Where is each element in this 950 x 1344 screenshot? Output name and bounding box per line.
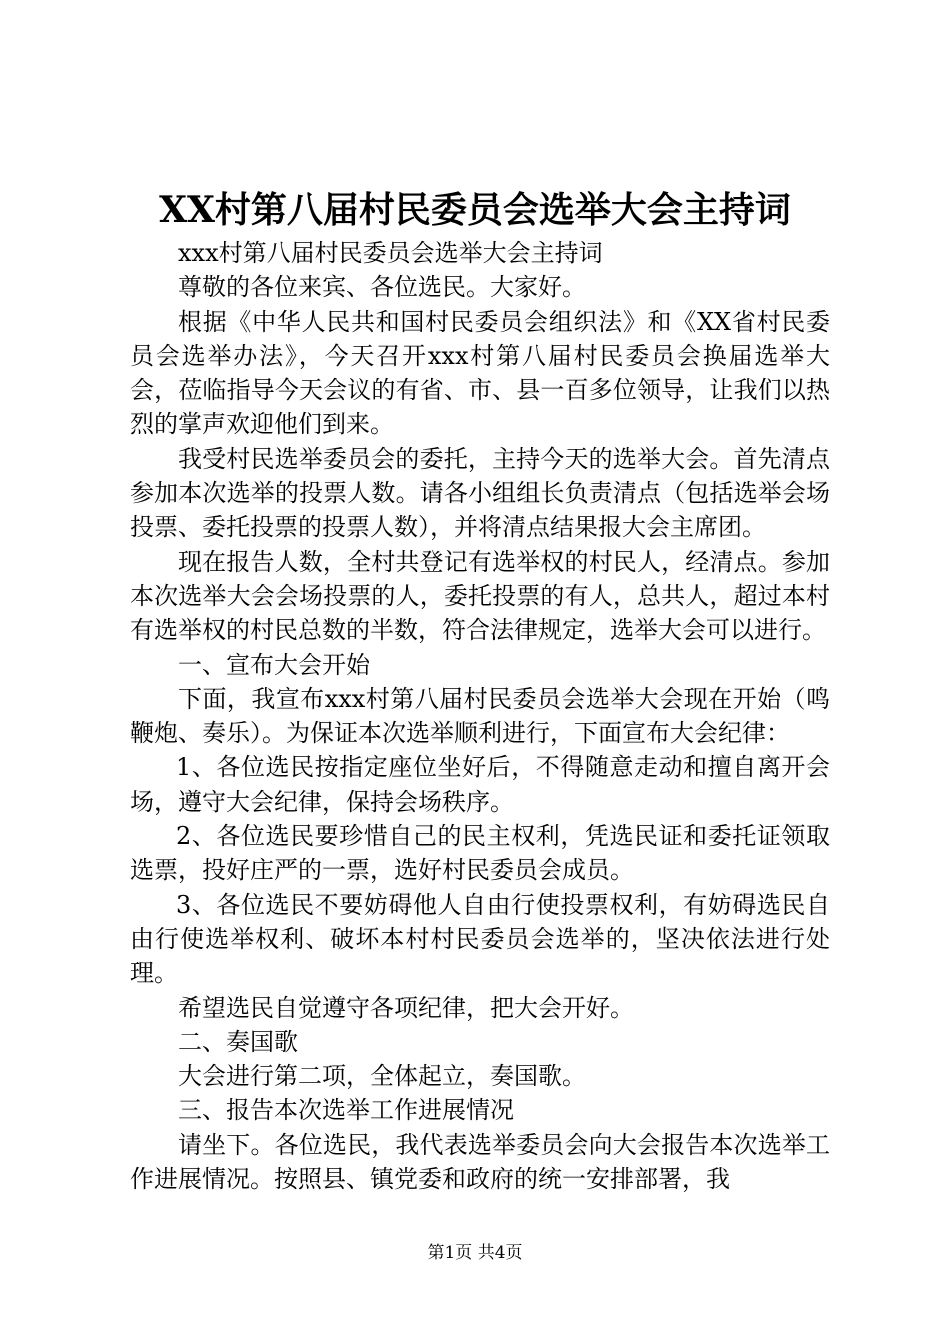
paragraph-headcount: 现在报告人数，全村共登记有选举权的村民人，经清点。参加本次选举大会会场投票的人，委托投票的有人，总共人，超过本村有选举权的村民总数的半数，符合法律规定，选举大会可以进行。 xyxy=(130,547,830,645)
document-title: XX村第八届村民委员会选举大会主持词 xyxy=(159,189,791,231)
paragraph-discipline: 希望选民自觉遵守各项纪律，把大会开好。 xyxy=(178,993,634,1022)
section-heading-2: 二、奏国歌 xyxy=(178,1027,298,1056)
paragraph-subtitle: xxx村第八届村民委员会选举大会主持词 xyxy=(178,239,603,267)
paragraph-entrusted: 我受村民选举委员会的委托，主持今天的选举大会。首先清点参加本次选举的投票人数。请各小组组长负责清点（包括选举会场投票、委托投票的投票人数），并将清点结果报大会主席团。 xyxy=(130,444,830,542)
rule-item-3: 3、各位选民不要妨碍他人自由行使投票权利，有妨碍选民自由行使选举权利、破坏本村村民委员会选举的，坚决依法进行处理。 xyxy=(130,890,830,988)
rule-item-1: 1、各位选民按指定座位坐好后，不得随意走动和擅自离开会场，遵守大会纪律，保持会场秩序。 xyxy=(130,753,830,816)
rule-item-2: 2、各位选民要珍惜自己的民主权利，凭选民证和委托证领取选票，投好庄严的一票，选好村民委员会成员。 xyxy=(130,822,830,885)
paragraph-progress-report: 请坐下。各位选民，我代表选举委员会向大会报告本次选举工作进展情况。按照县、镇党委和政府的统一安排部署，我 xyxy=(130,1130,830,1194)
page-number-footer: 第1页 共4页 xyxy=(427,1243,523,1263)
document-body xyxy=(130,236,830,1196)
section-heading-3: 三、报告本次选举工作进展情况 xyxy=(178,1096,514,1125)
paragraph-announce-start: 下面，我宣布xxx村第八届村民委员会选举大会现在开始（鸣鞭炮、奏乐）。为保证本次选举顺利进行，下面宣布大会纪律： xyxy=(130,684,830,748)
paragraph-greeting: 尊敬的各位来宾、各位选民。大家好。 xyxy=(178,273,586,302)
section-heading-1: 一、宣布大会开始 xyxy=(178,650,370,679)
paragraph-anthem: 大会进行第二项，全体起立，奏国歌。 xyxy=(178,1062,586,1091)
paragraph-opening: 根据《中华人民共和国村民委员会组织法》和《XX省村民委员会选举办法》，今天召开xxx村第八届村民委员会换届选举大会，莅临指导今天会议的有省、市、县一百多位领导，让我们以热烈的掌声欢迎他们到来。 xyxy=(130,307,830,439)
